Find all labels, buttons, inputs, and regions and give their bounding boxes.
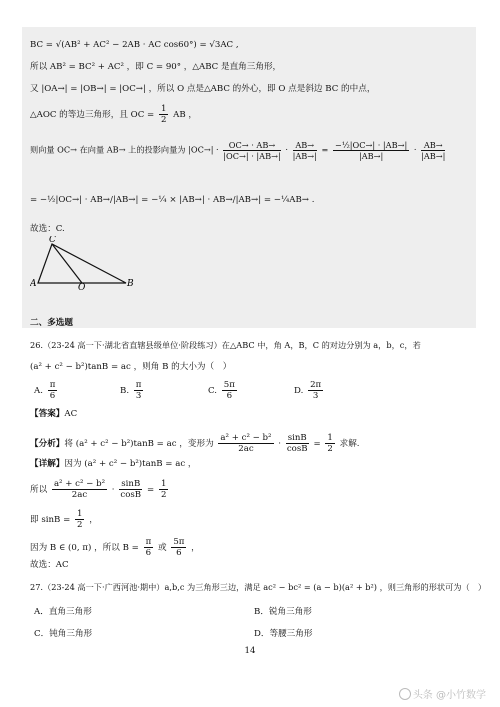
detail-text-3a: 即 sinB =: [30, 515, 71, 525]
q26-option-d: [294, 380, 325, 401]
fraction-numerator: 1: [160, 479, 167, 489]
solution-line-4-text-b: AB ，: [173, 110, 197, 120]
fraction-numerator: π: [135, 380, 142, 390]
projection-fraction-3: [333, 140, 409, 161]
fraction-denominator: cosB: [120, 490, 142, 500]
detail-fraction-1: [52, 479, 107, 500]
solution-line-3: 又 |OA→| = |OB→| = |OC→| ，所以 O 点是△ABC 的外心，即 O 点是斜边 BC 的中点，: [30, 84, 376, 94]
fraction-numerator: sinB: [287, 433, 307, 443]
section-title: [30, 318, 73, 329]
solution-line-5-text-a: 则向量 OC→ 在向量 AB→ 上的投影向量为: [30, 144, 186, 155]
option-text: 锐角三角形: [268, 607, 312, 617]
fraction-denominator: 2ac: [238, 444, 254, 454]
analysis-equals: =: [313, 439, 321, 449]
analysis-text-a: 将 (a² + c² − b²)tanB = ac ，变形为: [64, 439, 214, 449]
fraction-denominator: 6: [226, 391, 233, 401]
detail-text-4b: ，: [191, 543, 200, 553]
fraction-one-half: [159, 104, 168, 125]
solution-line-4: [30, 104, 197, 125]
option-fraction: [308, 380, 323, 401]
detail-tag: 【详解】: [30, 459, 65, 469]
watermark-logo-icon: [399, 688, 411, 700]
fraction-denominator: 6: [176, 548, 182, 558]
fraction-numerator: 1: [160, 104, 167, 114]
q26-answer: [30, 409, 77, 420]
fraction-numerator: sinB: [121, 479, 141, 489]
option-label: D.: [294, 386, 304, 396]
detail-text-3b: ，: [89, 515, 98, 525]
option-label: C．: [34, 629, 50, 639]
fraction-numerator: 5π: [173, 537, 185, 547]
fraction-numerator: π: [145, 537, 152, 547]
triangle-figure: [30, 236, 134, 290]
solution-line-5-text-c: ·: [285, 144, 288, 155]
option-label: B．: [254, 607, 269, 617]
solution-line-1: BC = √(AB² + AC² − 2AB · AC cos60°) = √3AC ,: [30, 40, 239, 50]
fraction-denominator: 2ac: [71, 490, 88, 500]
answer-tag: 【答案】: [30, 409, 65, 419]
q26-option-c: [208, 380, 239, 401]
q26-stem-line-2: (a² + c² − b²)tanB = ac ，则角 B 的大小为（ ）: [30, 362, 232, 372]
fraction-numerator: 1: [77, 509, 83, 519]
q26-conclusion: 故选：AC: [30, 560, 69, 570]
detail-text-2a: 所以: [30, 485, 48, 495]
q26-option-a: [34, 380, 59, 401]
triangle-abc: [38, 244, 126, 283]
fraction-denominator: 3: [135, 391, 142, 401]
fraction-denominator: |AB→|: [421, 151, 446, 161]
detail-fraction-half: [75, 509, 84, 530]
fraction-numerator: a² + c² − b²: [220, 433, 272, 443]
fraction-numerator: a² + c² − b²: [53, 479, 106, 489]
detail-equals: =: [147, 485, 155, 495]
fraction-denominator: 3: [312, 391, 319, 401]
page-number: 14: [244, 646, 256, 656]
fraction-denominator: 2: [327, 444, 333, 454]
fraction-denominator: |AB→|: [292, 151, 317, 161]
q26-analysis: [30, 433, 360, 454]
option-label: A．: [34, 607, 49, 617]
fraction-denominator: 2: [77, 520, 83, 530]
solution-line-5-text-e: ·: [413, 144, 417, 155]
solution-line-5-text-d: =: [321, 144, 329, 155]
q26-detail-line-2: [30, 479, 170, 500]
analysis-dot: ·: [278, 439, 281, 449]
q27-option-a: [34, 605, 92, 617]
fraction-numerator: OC→ · AB→: [223, 140, 280, 151]
fraction-denominator: 6: [145, 548, 152, 558]
fraction-numerator: 2π: [310, 380, 322, 390]
label-a: A: [30, 279, 37, 289]
q27-option-d: [254, 627, 312, 639]
option-label: D．: [254, 629, 270, 639]
analysis-fraction-3: [325, 433, 334, 454]
q26-detail-line-1: [30, 459, 196, 470]
fraction-denominator: 2: [160, 115, 167, 125]
detail-fraction-3: [159, 479, 168, 500]
watermark: [399, 686, 486, 701]
solution-line-4-text-a: △AOC 的等边三角形，且 OC =: [30, 110, 155, 120]
option-label: B.: [120, 386, 130, 396]
label-b: B: [127, 279, 134, 289]
analysis-tag: 【分析】: [30, 439, 65, 449]
option-label: A.: [34, 386, 43, 396]
q27-stem: 27.（23-24 高一下·广西河池·期中）a,b,c 为三角形三边，满足 ac² − bc² = (a − b)(a² + b²) ，则三角形的形状可为（ ）: [30, 582, 487, 592]
projection-fraction-4: [421, 140, 445, 161]
option-label: C.: [208, 386, 218, 396]
segment-co: [52, 244, 82, 283]
q26-detail-line-4: [30, 537, 200, 558]
fraction-denominator: cosB: [286, 444, 308, 454]
solution-line-2: 所以 AB² = BC² + AC² ，即 C = 90° ，△ABC 是直角三角形，: [30, 62, 282, 72]
option-text: 直角三角形: [48, 607, 92, 617]
solution-line-6: = −½|OC→| · AB→/|AB→| = −¼ × |AB→| · AB→/|AB→| = −¼AB→ .: [30, 195, 315, 205]
fraction-denominator: |AB→|: [358, 151, 384, 161]
fraction-numerator: π: [49, 380, 56, 390]
label-o: O: [78, 283, 86, 290]
watermark-text: 头条 @小竹数学: [412, 690, 486, 701]
option-fraction: [134, 380, 144, 401]
detail-dot: ·: [111, 485, 115, 495]
fraction-denominator: 6: [49, 391, 56, 401]
detail-text-4a: 因为 B ∈ (0, π) ，所以 B =: [30, 543, 139, 553]
projection-fraction-2: [293, 140, 317, 161]
option-text: 钝角三角形: [49, 629, 93, 639]
fraction-denominator: 2: [160, 490, 167, 500]
detail-fraction-5pi6: [171, 537, 186, 558]
section-title-text: 二、多选题: [30, 318, 73, 328]
analysis-fraction-1: [218, 433, 273, 454]
detail-fraction-pi6: [144, 537, 154, 558]
detail-or: 或: [157, 543, 167, 553]
option-text: 等腰三角形: [269, 629, 313, 639]
analysis-text-b: 求解.: [339, 439, 360, 449]
q27-option-b: [254, 605, 312, 617]
option-fraction: [48, 380, 58, 401]
detail-text-1: 因为 (a² + c² − b²)tanB = ac ，: [64, 459, 197, 469]
fraction-numerator: −½|OC→| · |AB→|: [334, 140, 408, 150]
projection-fraction-1: [223, 140, 280, 161]
solution-line-5: [30, 140, 447, 161]
fraction-denominator: |OC→| · |AB→|: [223, 151, 281, 161]
q26-option-b: [120, 380, 145, 401]
fraction-numerator: 5π: [223, 380, 235, 390]
solution-line-7: 故选：C.: [30, 224, 65, 234]
analysis-fraction-2: [286, 433, 309, 454]
q27-option-c: [34, 627, 92, 639]
q26-detail-line-3: [30, 509, 98, 530]
fraction-numerator: AB→: [293, 140, 317, 151]
q26-stem-line-1: 26.（23-24 高一下·湖北省直辖县级单位·阶段练习）在△ABC 中，角 A，B，C 的对边分别为 a，b，c，若: [30, 340, 421, 350]
label-c: C: [49, 236, 56, 245]
answer-value: AC: [64, 409, 78, 419]
option-fraction: [222, 380, 237, 401]
detail-fraction-2: [119, 479, 142, 500]
fraction-numerator: AB→: [421, 140, 445, 151]
fraction-numerator: 1: [327, 433, 333, 443]
solution-line-5-text-b: |OC→| ·: [188, 144, 222, 155]
